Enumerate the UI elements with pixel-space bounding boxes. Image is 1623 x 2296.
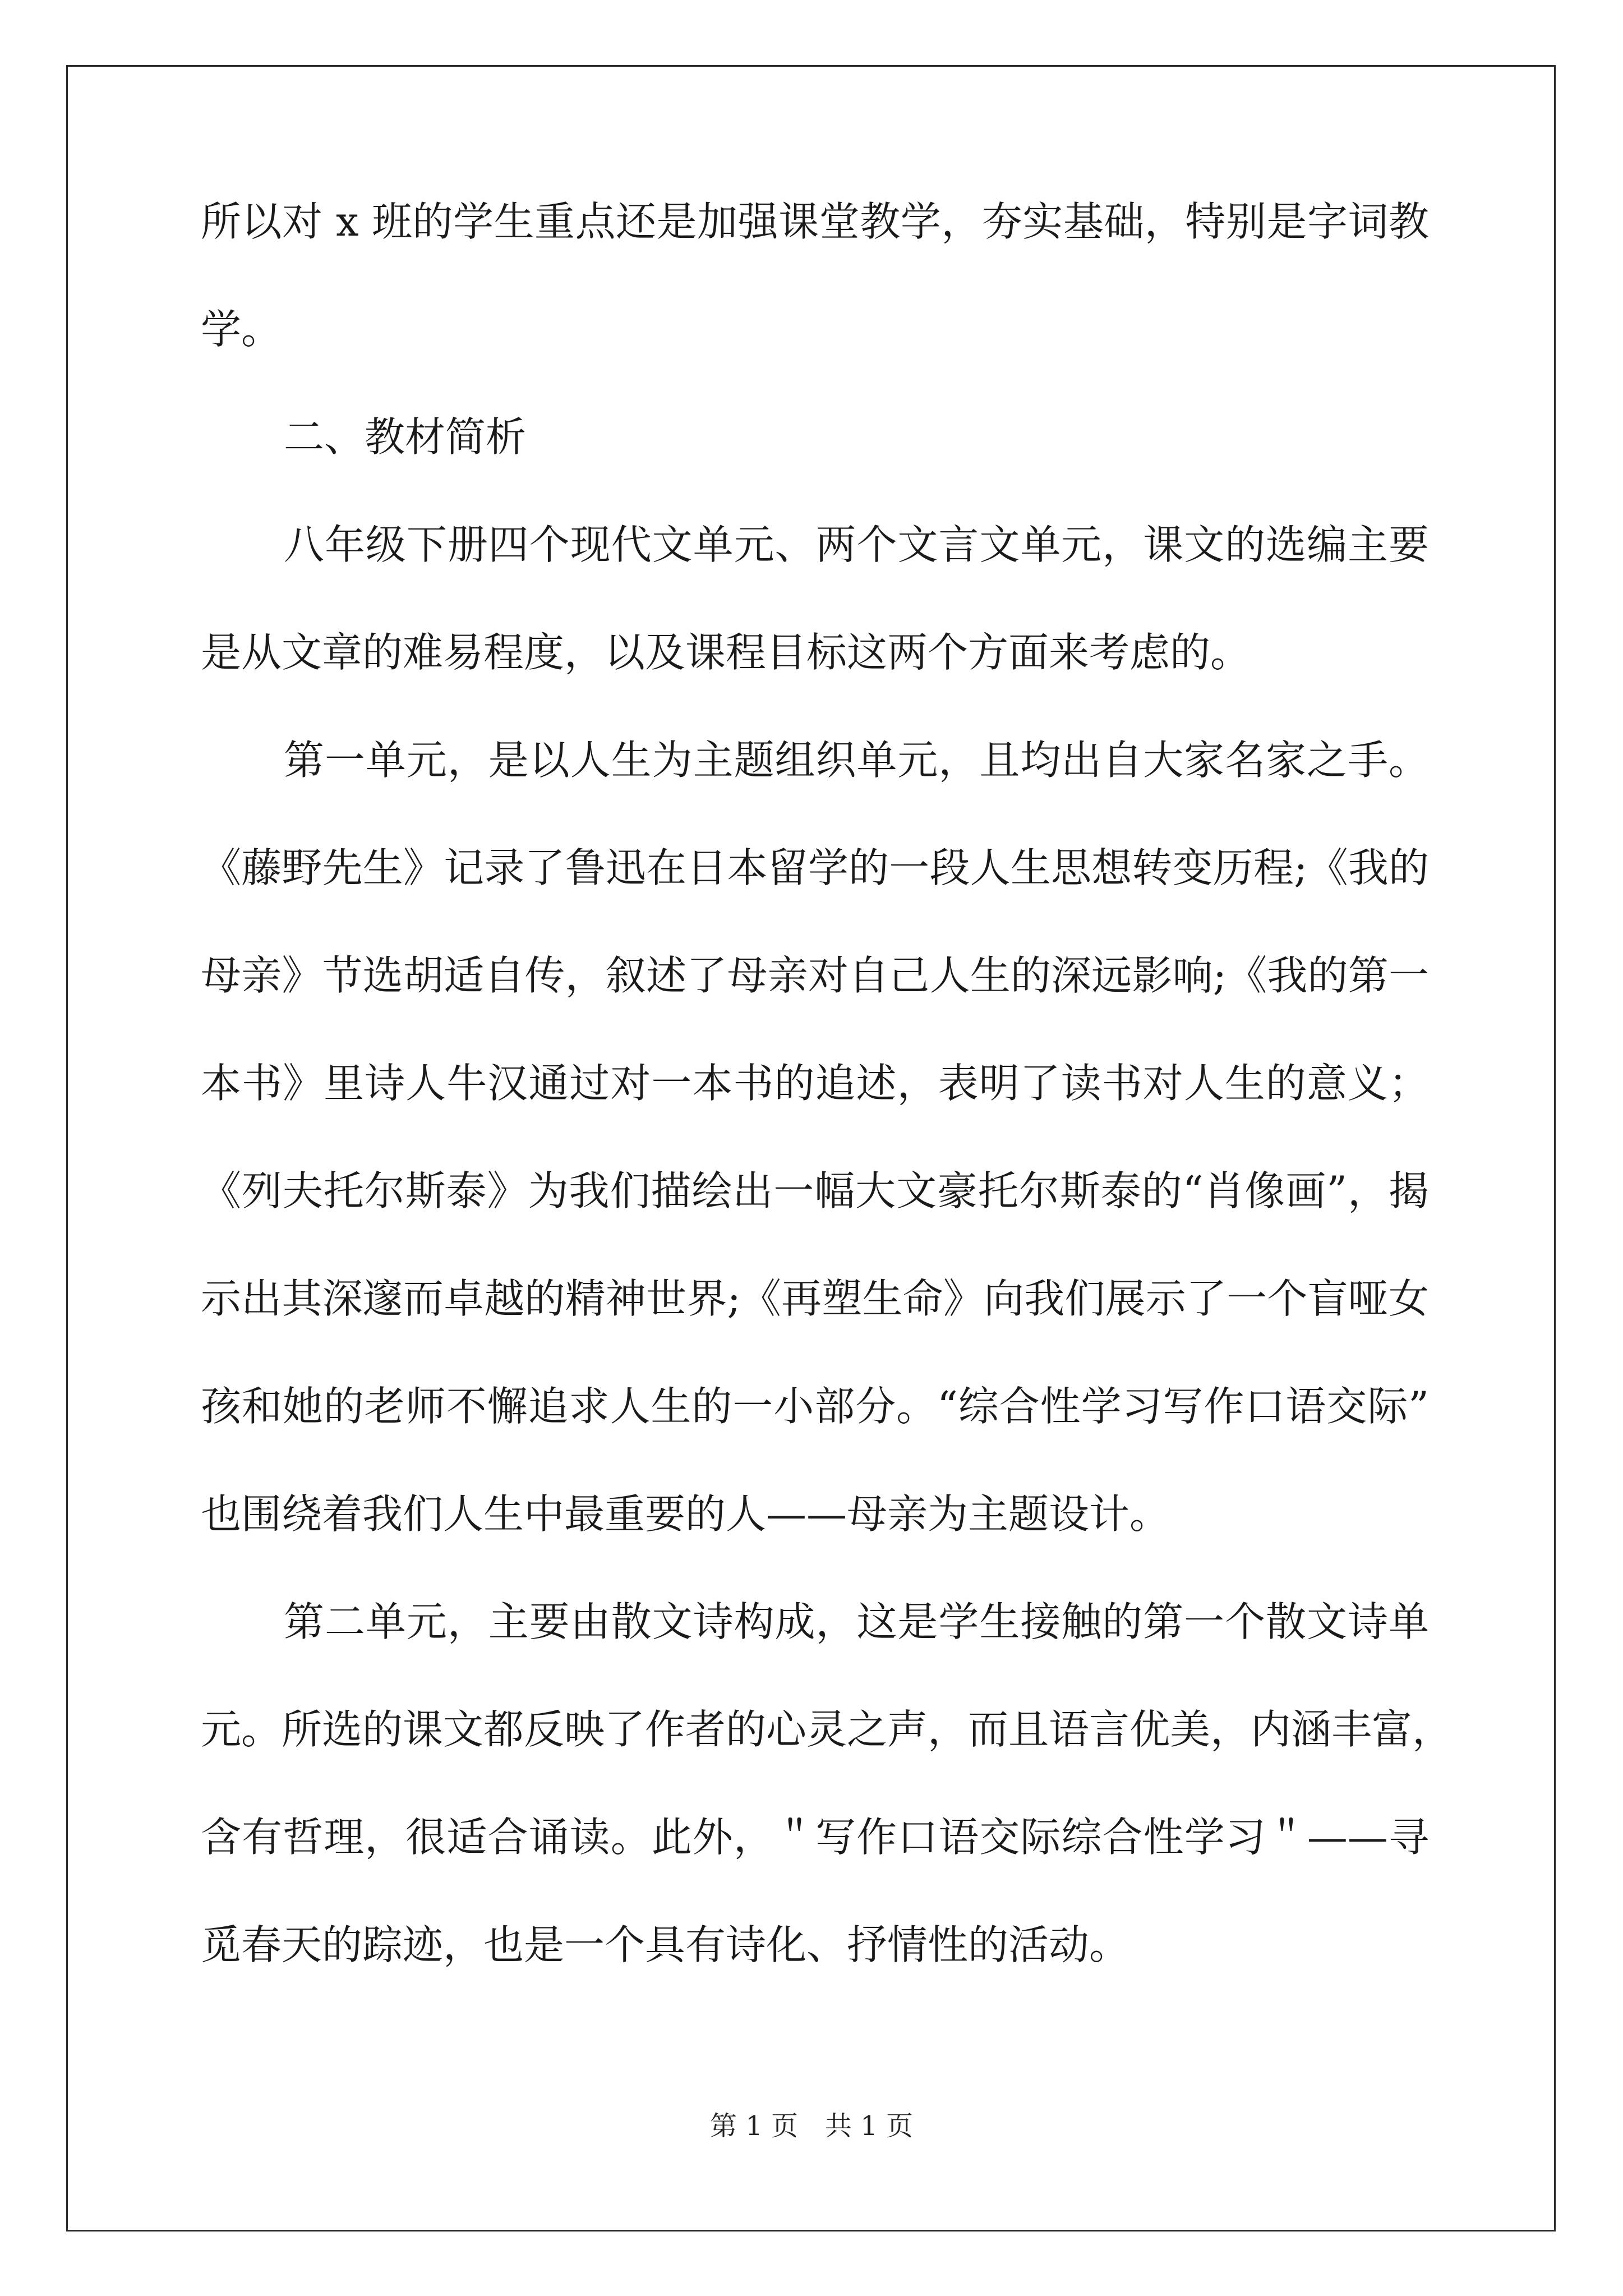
paragraph-line: 示出其深邃而卓越的精神世界;《再塑生命》向我们展示了一个盲哑女: [201, 1275, 1429, 1322]
paragraph-line: 《藤野先生》记录了鲁迅在日本留学的一段人生思想转变历程;《我的: [201, 844, 1429, 891]
paragraph-line: 是从文章的难易程度，以及课程目标这两个方面来考虑的。: [201, 629, 1251, 676]
paragraph-line: 本书》里诗人牛汉通过对一本书的追述，表明了读书对人生的意义；: [201, 1060, 1429, 1107]
paragraph-line: 也围绕着我们人生中最重要的人——母亲为主题设计。: [201, 1490, 1170, 1538]
paragraph-line: 八年级下册四个现代文单元、两个文言文单元，课文的选编主要: [284, 521, 1429, 568]
section-heading: 二、教材简析: [284, 413, 527, 461]
paragraph-line: 元。所选的课文都反映了作者的心灵之声，而且语言优美，内涵丰富，: [201, 1706, 1453, 1753]
page-number-footer: 第 1 页 共 1 页: [709, 2110, 914, 2142]
paragraph-line: 母亲》节选胡适自传，叙述了母亲对自己人生的深远影响;《我的第一: [201, 952, 1429, 999]
paragraph-line: 含有哲理，很适合诵读。此外，＂写作口语交际综合性学习＂——寻: [201, 1814, 1429, 1861]
paragraph-line: 第二单元，主要由散文诗构成，这是学生接触的第一个散文诗单: [284, 1598, 1429, 1645]
paragraph-line: 《列夫托尔斯泰》为我们描绘出一幅大文豪托尔斯泰的“肖像画”，揭: [201, 1167, 1429, 1214]
page-border: [66, 65, 1556, 2231]
paragraph-line: 第一单元，是以人生为主题组织单元，且均出自大家名家之手。: [284, 737, 1429, 784]
paragraph-line: 孩和她的老师不懈追求人生的一小部分。“综合性学习写作口语交际”: [201, 1383, 1429, 1430]
paragraph-line: 所以对 x 班的学生重点还是加强课堂教学，夯实基础，特别是字词教: [201, 198, 1429, 245]
paragraph-line: 觅春天的踪迹，也是一个具有诗化、抒情性的活动。: [201, 1921, 1130, 1968]
paragraph-line: 学。: [201, 306, 282, 353]
